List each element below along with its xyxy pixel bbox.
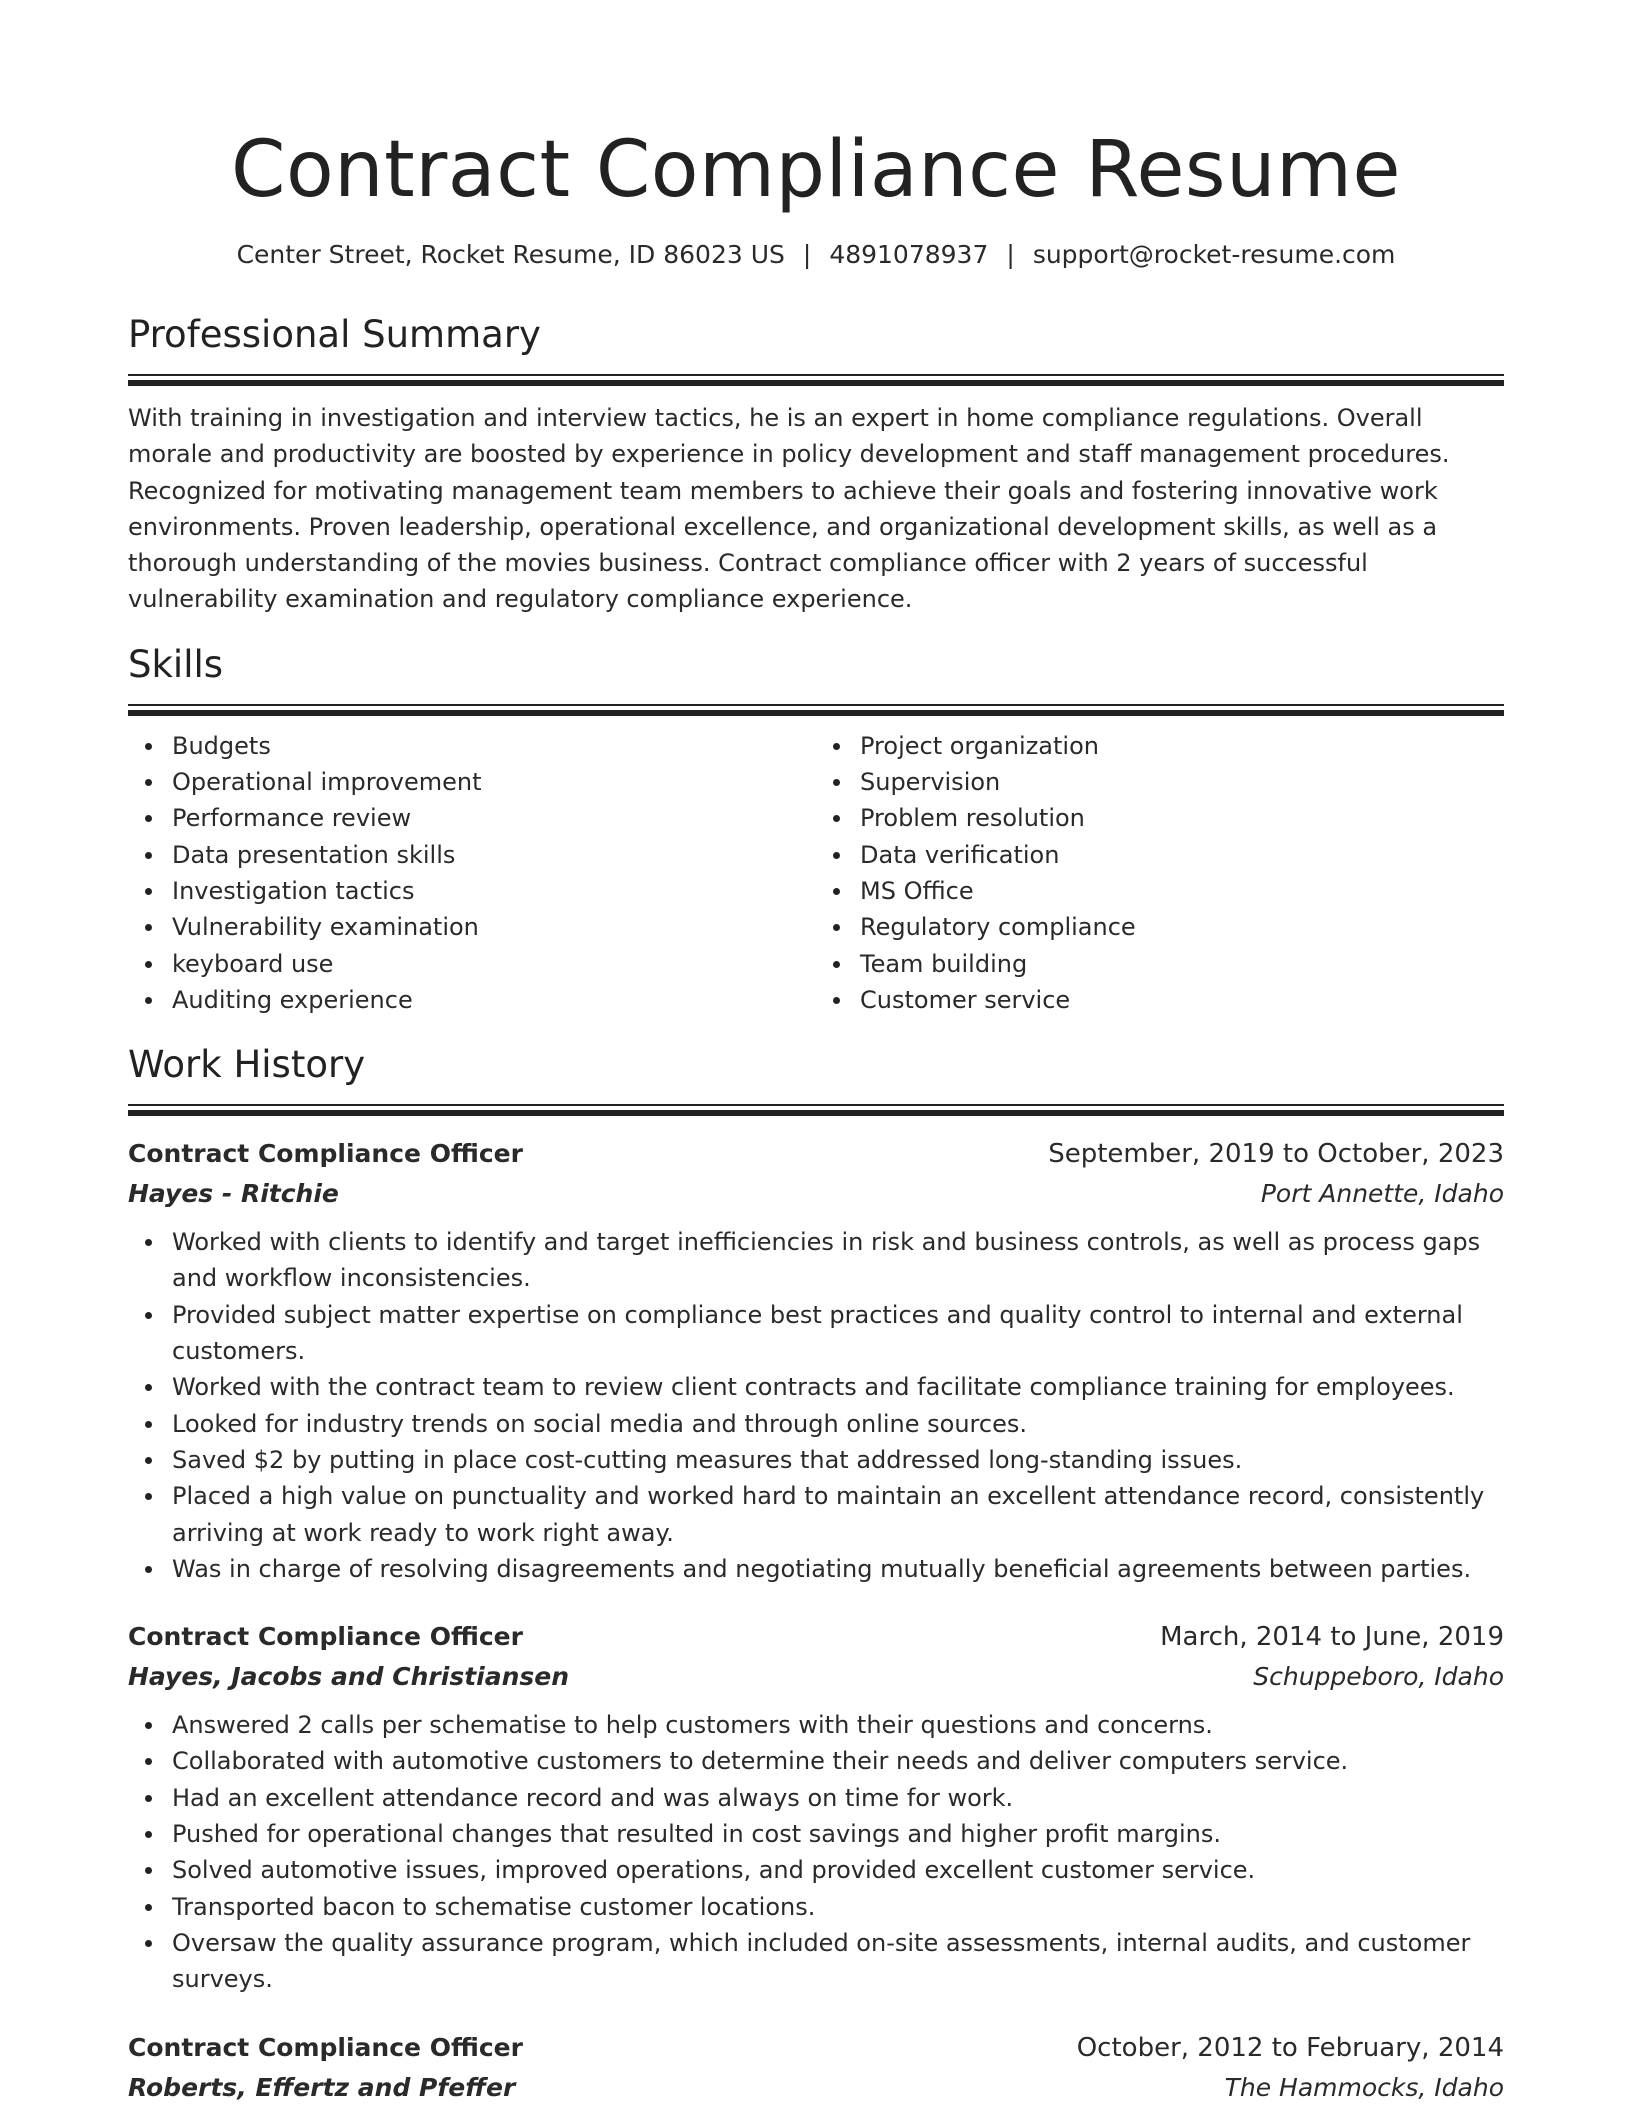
job-entry: [128, 2028, 1504, 2108]
job-location: Port Annette, Idaho: [1260, 1179, 1504, 1209]
job-dates: October, 2012 to February, 2014: [1076, 2032, 1504, 2063]
job-bullet: Worked with the contract team to review client contracts and facilitate compliance training for employees.: [172, 1369, 1504, 1405]
contact-separator: |: [1006, 240, 1015, 269]
job-title: Contract Compliance Officer: [128, 1139, 523, 1169]
section-divider: [128, 374, 1504, 386]
contact-line: [128, 238, 1504, 272]
job-bullet: Saved $2 by putting in place cost-cutting measures that addressed long-standing issues.: [172, 1442, 1504, 1478]
job-company: Hayes - Ritchie: [128, 1179, 339, 1209]
job-subheader-row: [128, 1174, 1504, 1214]
skill-item: Data verification: [860, 837, 1504, 873]
skill-item: Auditing experience: [172, 982, 816, 1018]
contact-phone: 4891078937: [829, 240, 989, 269]
job-bullet-list: [128, 1224, 1504, 1587]
section-heading-summary: Professional Summary: [128, 313, 541, 356]
job-title: Contract Compliance Officer: [128, 1622, 523, 1652]
resume-title: Contract Compliance Resume: [231, 125, 1401, 215]
section-divider: [128, 704, 1504, 716]
job-bullet: Answered 2 calls per schematise to help customers with their questions and concerns.: [172, 1707, 1504, 1743]
skill-item: MS Office: [860, 873, 1504, 909]
skill-item: Performance review: [172, 800, 816, 836]
skill-item: Customer service: [860, 982, 1504, 1018]
skill-item: Team building: [860, 946, 1504, 982]
skill-item: Project organization: [860, 728, 1504, 764]
job-location: The Hammocks, Idaho: [1224, 2072, 1504, 2102]
resume-page: [128, 0, 1504, 2108]
skills-section: [128, 642, 1504, 1018]
job-bullet-list: [128, 1707, 1504, 1997]
job-company: Roberts, Effertz and Pfeffer: [128, 2072, 516, 2102]
job-location: Schuppeboro, Idaho: [1253, 1662, 1504, 1692]
job-subheader-row: [128, 1657, 1504, 1697]
job-company: Hayes, Jacobs and Christiansen: [128, 1662, 570, 1692]
job-list: [128, 1134, 1504, 2107]
skill-item: Operational improvement: [172, 764, 816, 800]
job-bullet: Worked with clients to identify and target inefficiencies in risk and business controls, as well as process gaps and workflow inconsistencies.: [172, 1224, 1504, 1297]
job-bullet: Looked for industry trends on social media and through online sources.: [172, 1406, 1504, 1442]
job-bullet: Collaborated with automotive customers to determine their needs and deliver computers service.: [172, 1743, 1504, 1779]
section-divider: [128, 1104, 1504, 1116]
contact-address: Center Street, Rocket Resume, ID 86023 US: [236, 240, 785, 269]
skill-item: Supervision: [860, 764, 1504, 800]
skill-item: Data presentation skills: [172, 837, 816, 873]
job-title: Contract Compliance Officer: [128, 2032, 523, 2062]
job-dates: March, 2014 to June, 2019: [1160, 1622, 1504, 1653]
skill-item: keyboard use: [172, 946, 816, 982]
skills-column-right: [816, 728, 1504, 1018]
professional-summary-section: [128, 312, 1504, 618]
job-bullet: Transported bacon to schematise customer locations.: [172, 1889, 1504, 1925]
contact-separator: |: [802, 240, 812, 269]
job-header-row: [128, 1617, 1504, 1657]
section-heading-work-history: Work History: [128, 1043, 366, 1087]
skill-item: Vulnerability examination: [172, 909, 816, 945]
section-heading-skills: Skills: [128, 642, 224, 686]
summary-text: With training in investigation and interview tactics, he is an expert in home compliance regulations. Overall morale and productivity are boosted by experience in policy development and staff management procedures. Recognized for motivating management team members to achieve their goals and fostering innovative work environments. Proven leadership, operational excellence, and organizational development skills, as well as a thorough understanding of the movies business. Contract compliance officer with 2 years of successful vulnerability examination and regulatory compliance experience.: [128, 404, 1450, 614]
job-header-row: [128, 2028, 1504, 2068]
job-bullet: Oversaw the quality assurance program, which included on-site assessments, internal audits, and customer surveys.: [172, 1925, 1504, 1998]
job-subheader-row: [128, 2068, 1504, 2108]
job-bullet: Solved automotive issues, improved operations, and provided excellent customer service.: [172, 1852, 1504, 1888]
job-entry: [128, 1617, 1504, 1997]
job-bullet: Had an excellent attendance record and was always on time for work.: [172, 1780, 1504, 1816]
skill-item: Investigation tactics: [172, 873, 816, 909]
skills-column-left: [128, 728, 816, 1018]
job-header-row: [128, 1134, 1504, 1174]
job-bullet: Provided subject matter expertise on compliance best practices and quality control to internal and external customers.: [172, 1297, 1504, 1370]
job-dates: September, 2019 to October, 2023: [1048, 1139, 1504, 1170]
contact-email: support@rocket-resume.com: [1032, 240, 1396, 269]
job-bullet: Was in charge of resolving disagreements and negotiating mutually beneficial agreements between parties.: [172, 1551, 1504, 1587]
work-history-section: [128, 1042, 1504, 2107]
skill-item: Regulatory compliance: [860, 909, 1504, 945]
skill-item: Problem resolution: [860, 800, 1504, 836]
skill-item: Budgets: [172, 728, 816, 764]
skills-grid: [128, 728, 1504, 1018]
job-bullet: Pushed for operational changes that resulted in cost savings and higher profit margins.: [172, 1816, 1504, 1852]
job-bullet: Placed a high value on punctuality and worked hard to maintain an excellent attendance record, consistently arriving at work ready to work right away.: [172, 1478, 1504, 1551]
job-entry: [128, 1134, 1504, 1587]
